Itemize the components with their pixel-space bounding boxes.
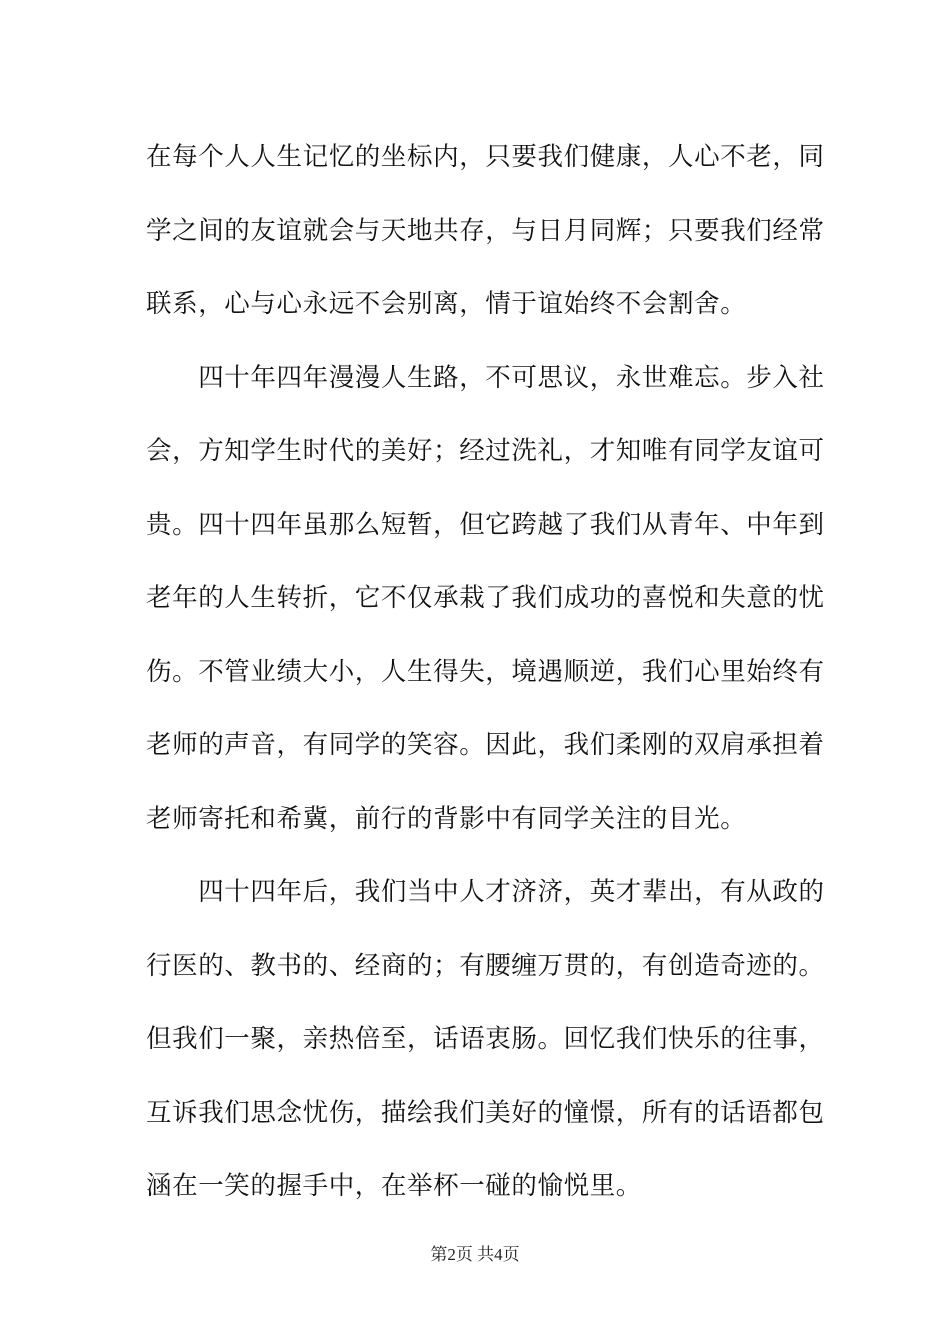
text-line: 四十年四年漫漫人生路，不可思议，永世难忘。步入社 <box>146 362 825 393</box>
text-line: 老师寄托和希冀，前行的背影中有同学关注的目光。 <box>146 803 747 834</box>
text-line: 会，方知学生时代的美好；经过洗礼，才知唯有同学友谊可 <box>146 436 825 466</box>
text-line: 老年的人生转折，它不仅承栽了我们成功的喜悦和失意的忧 <box>146 583 825 613</box>
text-line: 老师的声音，有同学的笑容。因此，我们柔刚的双肩承担着 <box>146 730 825 760</box>
text-line: 涵在一笑的握手中，在举杯一碰的愉悦里。 <box>146 1171 642 1201</box>
text-line: 学之间的友谊就会与天地共存，与日月同辉；只要我们经常 <box>146 215 825 246</box>
text-line: 互诉我们思念忧伤，描绘我们美好的憧憬，所有的话语都包 <box>146 1097 825 1128</box>
text-line: 四十四年后，我们当中人才济济，英才辈出，有从政的 <box>146 877 825 907</box>
text-line: 伤。不管业绩大小，人生得失，境遇顺逆，我们心里始终有 <box>146 656 825 687</box>
text-line: 但我们一聚，亲热倍至，话语衷肠。回忆我们快乐的往事， <box>146 1024 825 1054</box>
text-line: 联系，心与心永远不会别离，情于谊始终不会割舍。 <box>146 289 747 319</box>
text-line: 贵。四十四年虽那么短暂，但它跨越了我们从青年、中年到 <box>146 509 825 540</box>
text-line: 行医的、教书的、经商的；有腰缠万贯的，有创造奇迹的。 <box>146 950 825 981</box>
body-text <box>146 134 825 1237</box>
text-line: 在每个人人生记忆的坐标内，只要我们健康，人心不老，同 <box>146 142 825 172</box>
page-number-footer: 第2页 共4页 <box>430 1245 520 1264</box>
